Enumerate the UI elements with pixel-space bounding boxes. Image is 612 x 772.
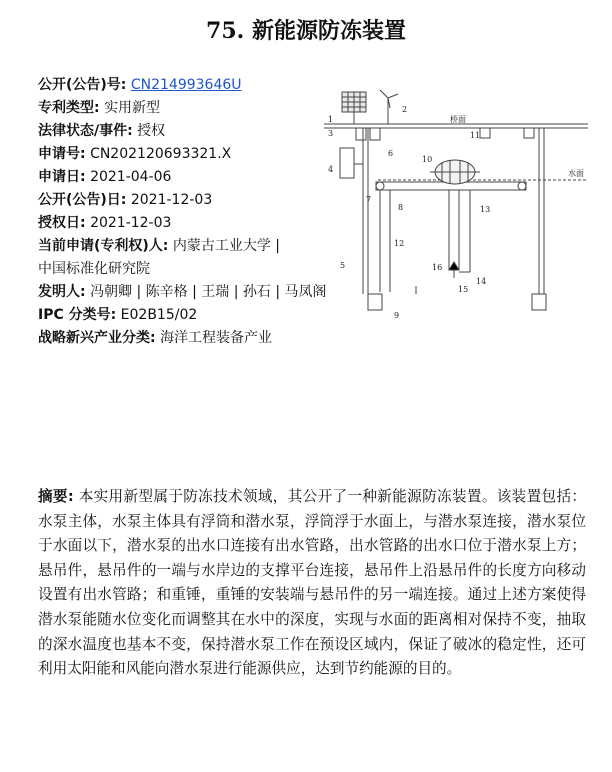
meta-row-pub-no <box>38 74 338 97</box>
meta-value: 2021-04-06 <box>90 169 172 185</box>
meta-key: 发明人: <box>38 284 86 300</box>
label-11: 11 <box>470 131 481 140</box>
meta-row-inventors <box>38 281 338 304</box>
meta-value: 冯朝卿 | 陈辛格 | 王瑞 | 孙石 | 马凤阁 <box>90 284 327 300</box>
meta-value: CN202120693321.X <box>90 146 232 162</box>
meta-row-industry <box>38 327 338 350</box>
label-15: 15 <box>458 285 469 294</box>
label-13: 13 <box>480 205 491 214</box>
meta-key: 申请日: <box>38 169 86 185</box>
meta-value: 实用新型 <box>104 100 161 116</box>
label-4: 4 <box>328 165 334 174</box>
meta-row-type <box>38 97 338 120</box>
label-7: 7 <box>366 195 372 204</box>
meta-value: E02B15/02 <box>120 307 198 323</box>
meta-key: IPC 分类号: <box>38 307 117 323</box>
meta-row-app-no <box>38 143 338 166</box>
water-label: 水面 <box>568 169 584 178</box>
meta-key: 专利类型: <box>38 100 100 116</box>
label-5: 5 <box>340 261 346 270</box>
abstract <box>38 485 586 682</box>
page-title: 75. 新能源防冻装置 <box>206 18 406 44</box>
label-14: 14 <box>476 277 487 286</box>
meta-value: 2021-12-03 <box>130 192 213 208</box>
bridge-label: 桥面 <box>450 115 466 124</box>
patent-diagram <box>318 82 592 332</box>
label-8: 8 <box>398 203 404 212</box>
wind-turbine-icon <box>380 90 398 124</box>
patent-meta <box>38 74 338 350</box>
meta-key: 申请号: <box>38 146 86 162</box>
meta-value: 内蒙古工业大学 | <box>172 238 281 254</box>
meta-key: 当前申请(专利权)人: <box>38 238 169 254</box>
meta-value: 海洋工程装备产业 <box>160 330 273 346</box>
label-3: 3 <box>328 129 334 138</box>
meta-row-ipc <box>38 304 338 327</box>
meta-key: 公开(公告)号: <box>38 77 127 93</box>
meta-key: 公开(公告)日: <box>38 192 127 208</box>
label-1: 1 <box>328 115 334 124</box>
solar-panel-icon <box>342 92 366 124</box>
meta-row-pub-date <box>38 189 338 212</box>
label-2: 2 <box>402 105 408 114</box>
meta-row-applicant-cont: 中国标准化研究院 <box>38 261 150 277</box>
meta-value: 2021-12-03 <box>90 215 172 231</box>
meta-row-status <box>38 120 338 143</box>
meta-key: 授权日: <box>38 215 86 231</box>
meta-row-grant-date <box>38 212 338 235</box>
meta-key: 法律状态/事件: <box>38 123 133 139</box>
label-12: 12 <box>394 239 405 248</box>
label-6: 6 <box>388 149 394 158</box>
label-16: 16 <box>432 263 443 272</box>
meta-row-applicant <box>38 235 338 258</box>
patent-number-link[interactable]: CN214993646U <box>130 77 242 93</box>
meta-key: 战略新兴产业分类: <box>38 330 156 346</box>
abstract-text: 本实用新型属于防冻技术领域，其公开了一种新能源防冻装置。该装置包括：水泵主体，水泵主体具有浮筒和潜水泵，浮筒浮于水面上，与潜水泵连接，潜水泵位于水面以下，潜水泵的出水口连接有出水管路，出水管路的出水口位于潜水泵上方；悬吊件，悬吊件的一端与水岸边的支撑平台连接，悬吊件上沿悬吊件的长度方向移动设置有出水管路；和重锤，重锤的安装端与悬吊件的另一端连接。通过上述方案使得潜水泵能随水位变化而调整其在水中的深度，实现与水面的距离相对保持不变，抽取的深水温度也基本不变，保持潜水泵工作在预设区域内，保证了破冰的稳定性，还可利用太阳能和风能向潜水泵进行能源供应，达到节约能源的目的。 <box>38 488 586 678</box>
meta-row-app-date <box>38 166 338 189</box>
meta-value: 授权 <box>137 123 166 139</box>
label-9: 9 <box>394 311 400 320</box>
abstract-label: 摘要: <box>38 488 74 505</box>
label-10: 10 <box>422 155 433 164</box>
